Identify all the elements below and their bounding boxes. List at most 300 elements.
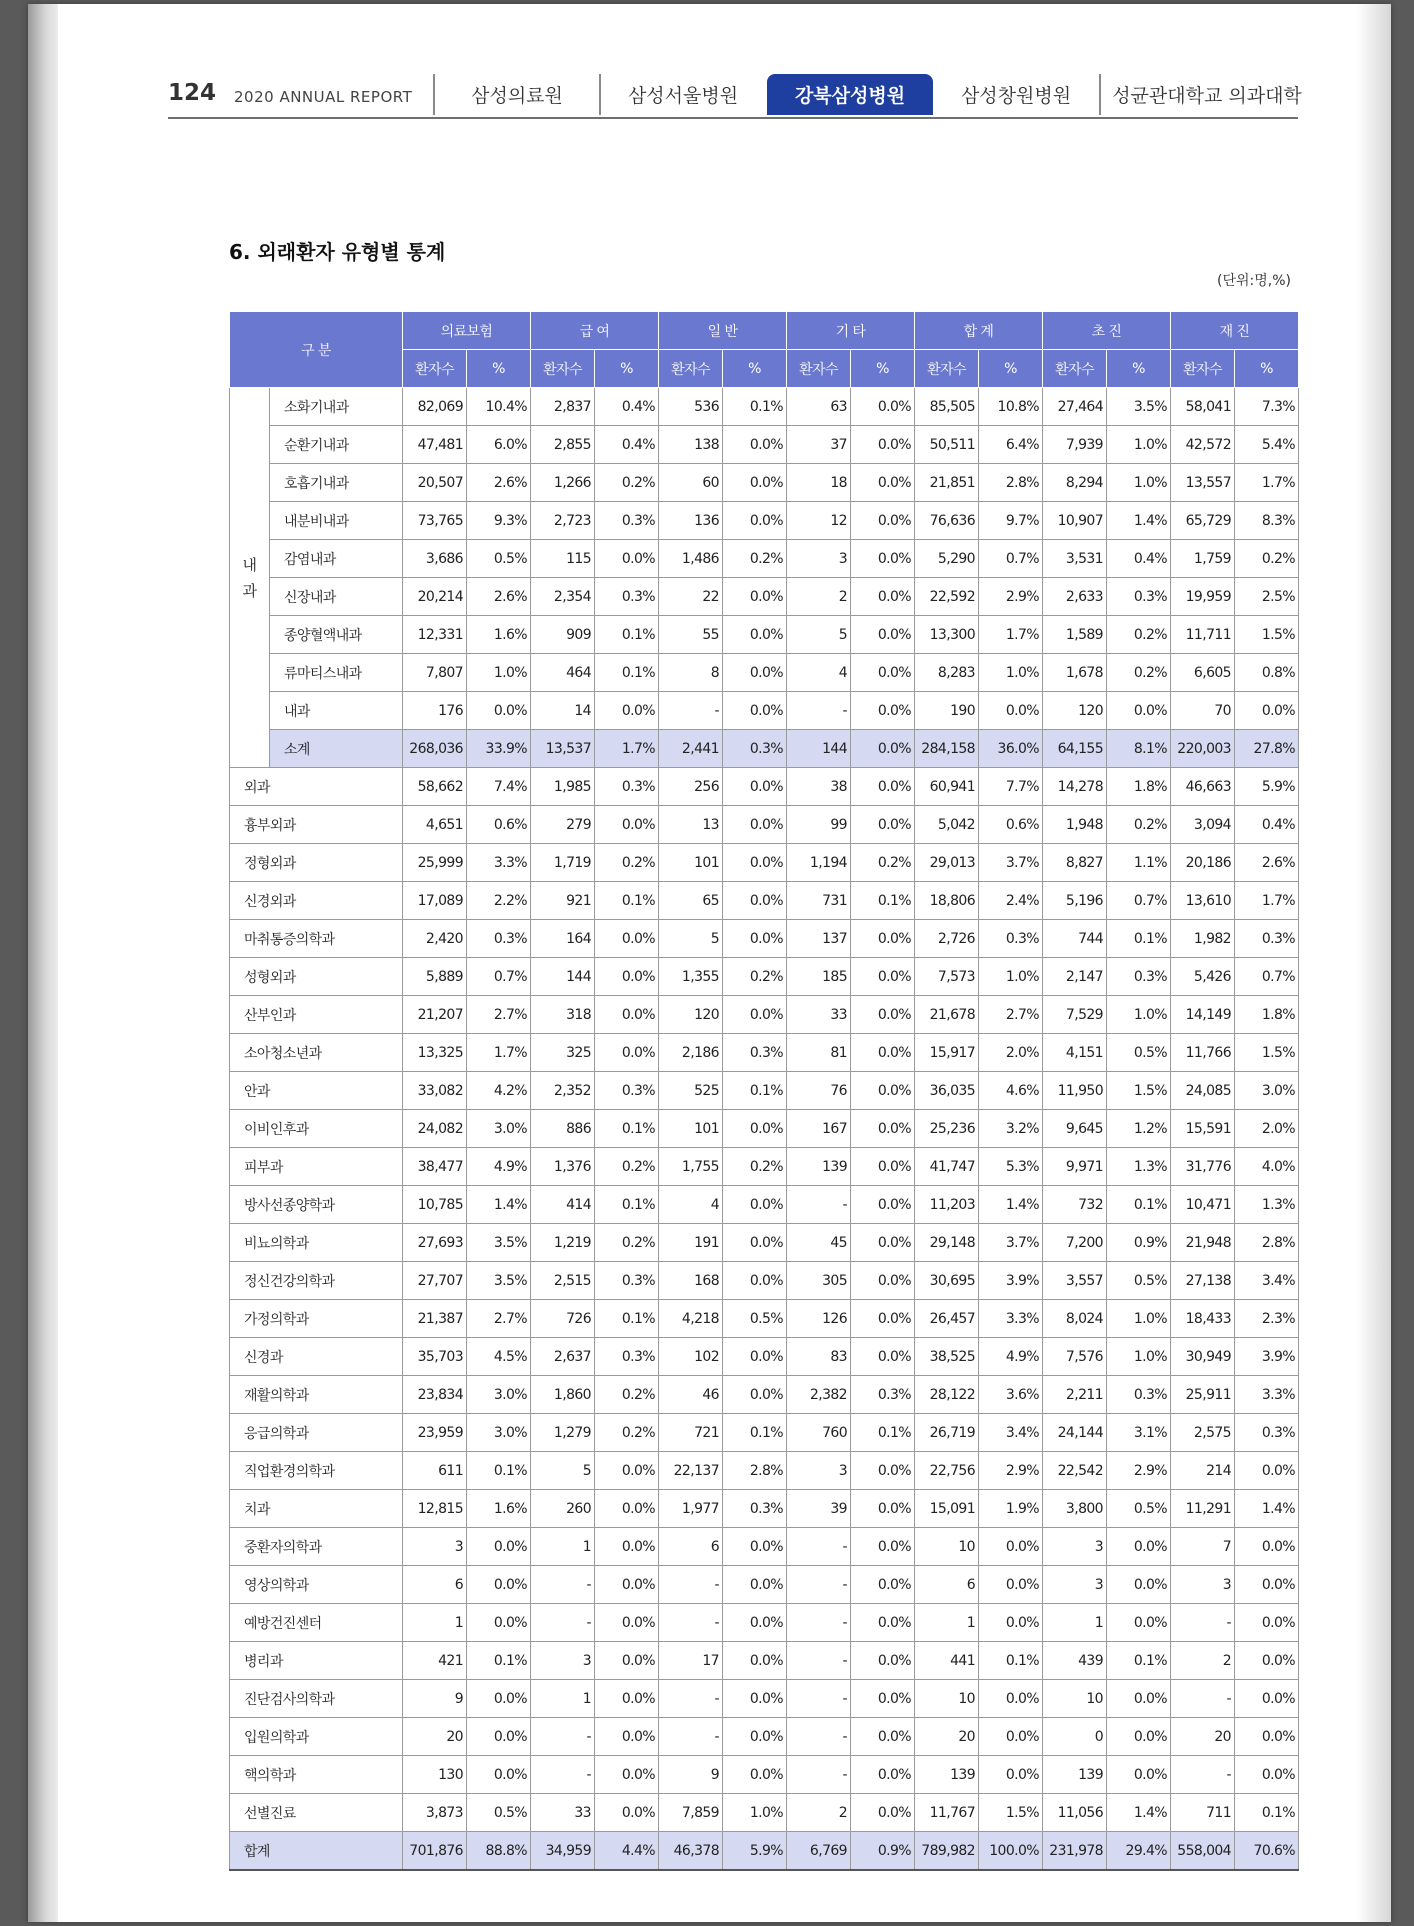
percent-cell: 0.0% — [851, 502, 915, 540]
table-row — [230, 578, 1299, 616]
patient-count-cell: 31,776 — [1171, 1148, 1235, 1186]
row-label: 정형외과 — [230, 844, 403, 882]
percent-cell: 0.7% — [979, 540, 1043, 578]
percent-cell: 5.3% — [979, 1148, 1043, 1186]
percent-cell: 0.0% — [851, 1452, 915, 1490]
percent-cell: 0.0% — [1235, 1642, 1299, 1680]
percent-cell: 0.0% — [467, 1718, 531, 1756]
percent-cell: 0.0% — [595, 1756, 659, 1794]
percent-cell: 1.4% — [1235, 1490, 1299, 1528]
percent-cell: 0.0% — [851, 692, 915, 730]
patient-count-cell: 7,576 — [1043, 1338, 1107, 1376]
row-label: 진단검사의학과 — [230, 1680, 403, 1718]
percent-cell: 2.0% — [979, 1034, 1043, 1072]
table-row — [230, 996, 1299, 1034]
patient-count-cell: 7,939 — [1043, 426, 1107, 464]
percent-cell: 0.0% — [723, 426, 787, 464]
row-label: 병리과 — [230, 1642, 403, 1680]
percent-cell: 0.1% — [723, 1414, 787, 1452]
percent-cell: 3.7% — [979, 844, 1043, 882]
patient-count-cell: 29,013 — [915, 844, 979, 882]
group-label-text: 내과 — [242, 555, 257, 600]
percent-cell: 0.0% — [851, 426, 915, 464]
table-row — [230, 768, 1299, 806]
percent-cell: 0.4% — [1235, 806, 1299, 844]
percent-cell: 0.0% — [467, 1680, 531, 1718]
patient-count-cell: 9,971 — [1043, 1148, 1107, 1186]
patient-count-cell: 22,592 — [915, 578, 979, 616]
table-row — [230, 1034, 1299, 1072]
patient-count-cell: 11,767 — [915, 1794, 979, 1832]
percent-cell: 0.0% — [851, 806, 915, 844]
percent-cell: 0.2% — [723, 958, 787, 996]
percent-cell: 0.3% — [1235, 920, 1299, 958]
percent-cell: 0.0% — [851, 654, 915, 692]
page-header — [168, 74, 1302, 120]
percent-cell: 0.2% — [1107, 616, 1171, 654]
percent-cell: 0.3% — [1107, 1376, 1171, 1414]
percent-cell: 2.7% — [979, 996, 1043, 1034]
percent-cell: 0.0% — [851, 540, 915, 578]
percent-cell: 0.2% — [595, 1414, 659, 1452]
patient-count-cell: 23,834 — [403, 1376, 467, 1414]
patient-count-cell: - — [1171, 1604, 1235, 1642]
row-label: 안과 — [230, 1072, 403, 1110]
table-row — [230, 1490, 1299, 1528]
tab-samsung-changwon-hospital[interactable]: 삼성창원병원 — [960, 85, 1072, 107]
percent-cell: 0.0% — [595, 1794, 659, 1832]
patient-count-cell: 45 — [787, 1224, 851, 1262]
percent-cell: 0.0% — [595, 1566, 659, 1604]
patient-count-cell: 20,214 — [403, 578, 467, 616]
percent-cell: 0.0% — [723, 1376, 787, 1414]
percent-cell: 0.0% — [595, 920, 659, 958]
patient-count-cell: 6 — [915, 1566, 979, 1604]
patient-count-cell: 36,035 — [915, 1072, 979, 1110]
row-label: 류마티스내과 — [270, 654, 403, 692]
patient-count-cell: 26,457 — [915, 1300, 979, 1338]
group-header: 일 반 — [659, 312, 787, 350]
patient-count-cell: 6,769 — [787, 1832, 851, 1871]
tab-skku-medicine[interactable]: 성균관대학교 의과대학 — [1099, 74, 1313, 115]
patient-count-cell: - — [787, 1566, 851, 1604]
percent-cell: 0.0% — [851, 1528, 915, 1566]
patient-count-cell: 260 — [531, 1490, 595, 1528]
table-row — [230, 654, 1299, 692]
patients-column-header: 환자수 — [403, 350, 467, 388]
row-label: 종양혈액내과 — [270, 616, 403, 654]
patient-count-cell: 20,186 — [1171, 844, 1235, 882]
patient-count-cell: 2,575 — [1171, 1414, 1235, 1452]
patient-count-cell: 130 — [403, 1756, 467, 1794]
percent-cell: 3.0% — [467, 1110, 531, 1148]
percent-cell: 0.2% — [595, 1148, 659, 1186]
row-label: 응급의학과 — [230, 1414, 403, 1452]
percent-cell: 0.0% — [723, 1604, 787, 1642]
row-label: 입원의학과 — [230, 1718, 403, 1756]
patient-count-cell: 11,056 — [1043, 1794, 1107, 1832]
patient-count-cell: 64,155 — [1043, 730, 1107, 768]
row-label: 핵의학과 — [230, 1756, 403, 1794]
percent-cell: 7.4% — [467, 768, 531, 806]
patient-count-cell: 21,948 — [1171, 1224, 1235, 1262]
patient-count-cell: - — [531, 1718, 595, 1756]
section-tabs — [433, 74, 1313, 117]
patient-count-cell: 46,663 — [1171, 768, 1235, 806]
patient-count-cell: 2,723 — [531, 502, 595, 540]
patient-count-cell: 789,982 — [915, 1832, 979, 1871]
percent-cell: 0.3% — [595, 1262, 659, 1300]
percent-cell: 0.3% — [723, 1490, 787, 1528]
percent-cell: 0.3% — [723, 730, 787, 768]
table-row — [230, 1186, 1299, 1224]
percent-cell: 1.7% — [979, 616, 1043, 654]
percent-cell: 1.2% — [1107, 1110, 1171, 1148]
percent-cell: 0.3% — [595, 578, 659, 616]
percent-cell: 3.4% — [1235, 1262, 1299, 1300]
group-header: 재 진 — [1171, 312, 1299, 350]
percent-cell: 1.0% — [1107, 1338, 1171, 1376]
percent-cell: 0.5% — [467, 540, 531, 578]
percent-cell: 1.7% — [1235, 882, 1299, 920]
percent-cell: 2.3% — [1235, 1300, 1299, 1338]
patient-count-cell: - — [659, 1566, 723, 1604]
percent-cell: 0.0% — [723, 692, 787, 730]
patient-count-cell: 27,138 — [1171, 1262, 1235, 1300]
percent-cell: 0.1% — [1107, 1642, 1171, 1680]
percent-cell: 0.3% — [1107, 958, 1171, 996]
row-label: 가정의학과 — [230, 1300, 403, 1338]
percent-cell: 0.3% — [1235, 1414, 1299, 1452]
patient-count-cell: 421 — [403, 1642, 467, 1680]
percent-cell: 0.0% — [979, 692, 1043, 730]
patient-count-cell: 12,815 — [403, 1490, 467, 1528]
patient-count-cell: 120 — [659, 996, 723, 1034]
percent-cell: 33.9% — [467, 730, 531, 768]
patient-count-cell: 139 — [915, 1756, 979, 1794]
percent-cell: 0.0% — [595, 1604, 659, 1642]
percent-cell: 0.4% — [595, 426, 659, 464]
patient-count-cell: 10,907 — [1043, 502, 1107, 540]
patient-count-cell: 7,200 — [1043, 1224, 1107, 1262]
patient-count-cell: 5,196 — [1043, 882, 1107, 920]
patient-count-cell: 24,144 — [1043, 1414, 1107, 1452]
patient-count-cell: 11,291 — [1171, 1490, 1235, 1528]
percent-cell: 0.1% — [1107, 1186, 1171, 1224]
percent-cell: 0.8% — [1235, 654, 1299, 692]
percent-cell: 2.9% — [979, 578, 1043, 616]
percent-cell: 3.4% — [979, 1414, 1043, 1452]
patient-count-cell: 1,376 — [531, 1148, 595, 1186]
tab-samsung-seoul-hospital[interactable]: 삼성서울병원 — [599, 74, 765, 115]
patient-count-cell: 22,137 — [659, 1452, 723, 1490]
percent-cell: 0.9% — [851, 1832, 915, 1871]
patient-count-cell: - — [787, 692, 851, 730]
patient-count-cell: - — [1171, 1756, 1235, 1794]
table-row — [230, 464, 1299, 502]
percent-cell: 1.6% — [467, 616, 531, 654]
row-label: 내분비내과 — [270, 502, 403, 540]
percent-cell: 0.0% — [979, 1604, 1043, 1642]
group-header: 기 타 — [787, 312, 915, 350]
percent-cell: 0.0% — [723, 920, 787, 958]
patient-count-cell: 10,785 — [403, 1186, 467, 1224]
percent-cell: 2.8% — [723, 1452, 787, 1490]
percent-cell: 0.0% — [723, 502, 787, 540]
patient-count-cell: 732 — [1043, 1186, 1107, 1224]
table-row — [230, 1680, 1299, 1718]
patient-count-cell: 731 — [787, 882, 851, 920]
row-label: 외과 — [230, 768, 403, 806]
percent-cell: 0.0% — [595, 996, 659, 1034]
percent-cell: 0.1% — [723, 388, 787, 426]
percent-cell: 0.0% — [723, 1756, 787, 1794]
percent-cell: 0.3% — [595, 1072, 659, 1110]
percent-cell: 0.2% — [595, 1224, 659, 1262]
percent-cell: 7.7% — [979, 768, 1043, 806]
patient-count-cell: 3 — [1043, 1566, 1107, 1604]
patient-count-cell: 27,693 — [403, 1224, 467, 1262]
patient-count-cell: 8,294 — [1043, 464, 1107, 502]
patient-count-cell: 2,352 — [531, 1072, 595, 1110]
percent-cell: 3.9% — [1235, 1338, 1299, 1376]
patient-count-cell: 30,949 — [1171, 1338, 1235, 1376]
percent-cell: 100.0% — [979, 1832, 1043, 1871]
table-row — [230, 1452, 1299, 1490]
table-row — [230, 1528, 1299, 1566]
percent-cell: 1.7% — [467, 1034, 531, 1072]
patient-count-cell: 3,557 — [1043, 1262, 1107, 1300]
patient-count-cell: 4,218 — [659, 1300, 723, 1338]
percent-cell: 0.1% — [979, 1642, 1043, 1680]
percent-cell: 0.0% — [723, 464, 787, 502]
percent-cell: 0.0% — [595, 1680, 659, 1718]
row-label: 산부인과 — [230, 996, 403, 1034]
row-label: 예방건진센터 — [230, 1604, 403, 1642]
group-header: 급 여 — [531, 312, 659, 350]
row-label: 직업환경의학과 — [230, 1452, 403, 1490]
patient-count-cell: 3 — [787, 1452, 851, 1490]
percent-cell: 0.0% — [851, 1794, 915, 1832]
percent-cell: 0.0% — [723, 578, 787, 616]
row-label: 소화기내과 — [270, 388, 403, 426]
patient-count-cell: 101 — [659, 844, 723, 882]
percent-cell: 3.5% — [467, 1262, 531, 1300]
percent-cell: 0.0% — [595, 540, 659, 578]
patient-count-cell: 38,525 — [915, 1338, 979, 1376]
tab-kangbuk-samsung-hospital[interactable]: 강북삼성병원 — [767, 74, 933, 115]
percent-cell: 0.0% — [723, 1186, 787, 1224]
percent-cell: 7.3% — [1235, 388, 1299, 426]
percent-cell: 0.0% — [1107, 692, 1171, 730]
percent-cell: 0.0% — [1235, 1452, 1299, 1490]
percent-cell: 0.0% — [1235, 1604, 1299, 1642]
row-label: 소아청소년과 — [230, 1034, 403, 1072]
patient-count-cell: 33 — [531, 1794, 595, 1832]
table-row — [230, 882, 1299, 920]
percent-cell: 0.0% — [723, 1528, 787, 1566]
percent-cell: 3.1% — [1107, 1414, 1171, 1452]
percent-cell: 0.4% — [595, 388, 659, 426]
patient-count-cell: 35,703 — [403, 1338, 467, 1376]
percent-cell: 2.4% — [979, 882, 1043, 920]
patient-count-cell: 102 — [659, 1338, 723, 1376]
percent-cell: 0.2% — [723, 1148, 787, 1186]
patient-count-cell: 1 — [531, 1528, 595, 1566]
patient-count-cell: 886 — [531, 1110, 595, 1148]
header-divider — [168, 117, 1298, 119]
percent-column-header: % — [595, 350, 659, 388]
patient-count-cell: 138 — [659, 426, 723, 464]
internal-medicine-group-label — [230, 388, 270, 768]
percent-cell: 0.0% — [979, 1566, 1043, 1604]
percent-column-header: % — [723, 350, 787, 388]
percent-cell: 0.4% — [1107, 540, 1171, 578]
percent-cell: 0.5% — [1107, 1034, 1171, 1072]
percent-cell: 0.2% — [1107, 654, 1171, 692]
table-row — [230, 844, 1299, 882]
percent-cell: 0.1% — [467, 1452, 531, 1490]
patient-count-cell: 439 — [1043, 1642, 1107, 1680]
patient-count-cell: 60 — [659, 464, 723, 502]
patient-count-cell: 325 — [531, 1034, 595, 1072]
percent-cell: 2.6% — [1235, 844, 1299, 882]
percent-cell: 3.7% — [979, 1224, 1043, 1262]
patient-count-cell: 14,149 — [1171, 996, 1235, 1034]
percent-cell: 0.3% — [851, 1376, 915, 1414]
table-row — [230, 1262, 1299, 1300]
table-row — [230, 920, 1299, 958]
patient-count-cell: - — [787, 1642, 851, 1680]
patient-count-cell: 18,433 — [1171, 1300, 1235, 1338]
patient-count-cell: 28,122 — [915, 1376, 979, 1414]
patient-count-cell: 7,573 — [915, 958, 979, 996]
patient-count-cell: 22 — [659, 578, 723, 616]
page-edge-shade — [1357, 4, 1391, 1922]
patient-count-cell: 12,331 — [403, 616, 467, 654]
percent-cell: 1.4% — [467, 1186, 531, 1224]
percent-cell: 3.3% — [979, 1300, 1043, 1338]
patient-count-cell: 5 — [659, 920, 723, 958]
patient-count-cell: 7 — [1171, 1528, 1235, 1566]
percent-cell: 1.7% — [595, 730, 659, 768]
tab-samsung-medical-center[interactable]: 삼성의료원 — [433, 74, 599, 115]
patients-column-header: 환자수 — [659, 350, 723, 388]
patient-count-cell: 760 — [787, 1414, 851, 1452]
patient-count-cell: 10,471 — [1171, 1186, 1235, 1224]
patient-count-cell: 25,911 — [1171, 1376, 1235, 1414]
patient-count-cell: - — [531, 1566, 595, 1604]
patient-count-cell: 3 — [1171, 1566, 1235, 1604]
percent-cell: 0.0% — [467, 692, 531, 730]
patient-count-cell: 2,633 — [1043, 578, 1107, 616]
percent-cell: 2.0% — [1235, 1110, 1299, 1148]
percent-cell: 0.0% — [851, 1072, 915, 1110]
patient-count-cell: - — [787, 1718, 851, 1756]
percent-cell: 1.4% — [1107, 502, 1171, 540]
patient-count-cell: 2 — [1171, 1642, 1235, 1680]
percent-cell: 0.0% — [1235, 1756, 1299, 1794]
percent-cell: 0.1% — [595, 1186, 659, 1224]
patient-count-cell: 60,941 — [915, 768, 979, 806]
percent-cell: 0.0% — [851, 958, 915, 996]
patient-count-cell: 1,355 — [659, 958, 723, 996]
percent-cell: 0.0% — [1235, 1680, 1299, 1718]
percent-cell: 10.4% — [467, 388, 531, 426]
percent-cell: 0.1% — [595, 616, 659, 654]
percent-cell: 0.5% — [1107, 1490, 1171, 1528]
patient-count-cell: 21,851 — [915, 464, 979, 502]
patient-count-cell: - — [531, 1756, 595, 1794]
report-page — [28, 4, 1391, 1922]
row-label: 순환기내과 — [270, 426, 403, 464]
percent-cell: 0.0% — [851, 1224, 915, 1262]
percent-cell: 0.0% — [851, 1718, 915, 1756]
patient-count-cell: 284,158 — [915, 730, 979, 768]
patient-count-cell: 58,041 — [1171, 388, 1235, 426]
percent-cell: 0.0% — [851, 1604, 915, 1642]
percent-cell: 1.5% — [1107, 1072, 1171, 1110]
patient-count-cell: 137 — [787, 920, 851, 958]
row-label: 신장내과 — [270, 578, 403, 616]
percent-cell: 0.0% — [851, 1642, 915, 1680]
percent-cell: 1.8% — [1107, 768, 1171, 806]
patient-count-cell: 1,948 — [1043, 806, 1107, 844]
patient-count-cell: 536 — [659, 388, 723, 426]
percent-cell: 29.4% — [1107, 1832, 1171, 1871]
row-label: 합계 — [230, 1832, 403, 1871]
patient-count-cell: 726 — [531, 1300, 595, 1338]
percent-cell: 0.0% — [723, 844, 787, 882]
percent-cell: 0.9% — [1107, 1224, 1171, 1262]
percent-cell: 0.5% — [723, 1300, 787, 1338]
percent-cell: 0.0% — [851, 388, 915, 426]
patient-count-cell: 13,325 — [403, 1034, 467, 1072]
patient-count-cell: 13,610 — [1171, 882, 1235, 920]
patient-count-cell: 25,999 — [403, 844, 467, 882]
percent-cell: 1.4% — [979, 1186, 1043, 1224]
patient-count-cell: 2 — [787, 1794, 851, 1832]
patient-count-cell: - — [531, 1604, 595, 1642]
percent-cell: 0.0% — [851, 616, 915, 654]
row-label: 이비인후과 — [230, 1110, 403, 1148]
patient-count-cell: 2,637 — [531, 1338, 595, 1376]
patient-count-cell: 23,959 — [403, 1414, 467, 1452]
percent-cell: 0.0% — [1107, 1680, 1171, 1718]
percent-cell: 0.0% — [851, 996, 915, 1034]
group-header: 합 계 — [915, 312, 1043, 350]
percent-cell: 3.3% — [1235, 1376, 1299, 1414]
percent-cell: 4.9% — [979, 1338, 1043, 1376]
patient-count-cell: 70 — [1171, 692, 1235, 730]
patient-count-cell: 185 — [787, 958, 851, 996]
patient-count-cell: 37 — [787, 426, 851, 464]
table-header — [230, 312, 1299, 388]
percent-cell: 0.3% — [595, 502, 659, 540]
patient-count-cell: 25,236 — [915, 1110, 979, 1148]
patient-count-cell: 2,382 — [787, 1376, 851, 1414]
row-label: 신경외과 — [230, 882, 403, 920]
percent-cell: 1.9% — [979, 1490, 1043, 1528]
percent-cell: 1.4% — [1107, 1794, 1171, 1832]
section-title: 6. 외래환자 유형별 통계 — [229, 240, 446, 264]
patient-count-cell: 34,959 — [531, 1832, 595, 1871]
patient-count-cell: 9,645 — [1043, 1110, 1107, 1148]
patient-count-cell: 33,082 — [403, 1072, 467, 1110]
percent-cell: 1.0% — [1107, 426, 1171, 464]
percent-cell: 0.0% — [851, 578, 915, 616]
percent-cell: 0.3% — [979, 920, 1043, 958]
